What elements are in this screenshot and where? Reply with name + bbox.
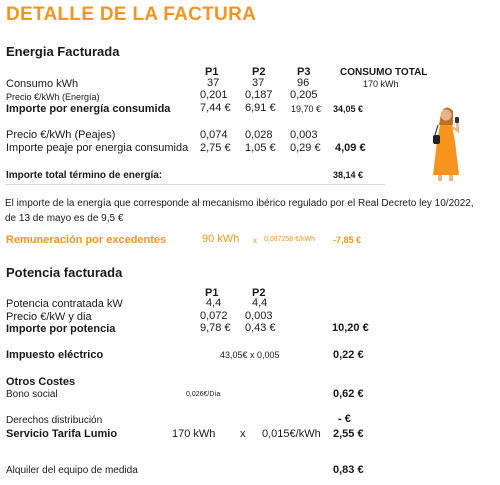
servicio-rate: 0,015€/kWh bbox=[262, 428, 321, 440]
precio-energia-p3: 0,205 bbox=[290, 89, 318, 101]
bono-social-label: Bono social bbox=[6, 389, 58, 400]
mecanismo-iberico-text: El importe de la energía que corresponde al mecanismo ibérico regulado por el Real Decreto ley 10/2022, de 13 de mayo es de 9,5 € bbox=[5, 198, 474, 224]
potencia-precio-p2: 0,003 bbox=[245, 310, 273, 322]
alquiler-amount: 0,83 € bbox=[333, 464, 364, 476]
precio-peajes-label: Precio €/kWh (Peajes) bbox=[6, 129, 116, 141]
importe-energia-p3: 19,70 € bbox=[291, 104, 322, 114]
potencia-contratada-label: Potencia contratada kW bbox=[6, 298, 123, 310]
importe-potencia-total: 10,20 € bbox=[332, 322, 369, 334]
derechos-label: Derechos distribución bbox=[6, 415, 103, 426]
precio-peajes-p2: 0,028 bbox=[245, 129, 273, 141]
page-title: DETALLE DE LA FACTURA bbox=[6, 4, 257, 25]
importe-peaje-p2: 1,05 € bbox=[245, 142, 276, 154]
potencia-precio-p1: 0,072 bbox=[200, 310, 228, 322]
consumo-p2: 37 bbox=[252, 77, 265, 89]
remuneracion-times: x bbox=[253, 236, 257, 245]
bono-social-rate: 0,026€/Día bbox=[186, 391, 221, 398]
impuesto-label: Impuesto eléctrico bbox=[6, 349, 104, 361]
energia-heading: Energia Facturada bbox=[6, 44, 120, 59]
consumo-total-header: CONSUMO TOTAL bbox=[340, 67, 428, 78]
servicio-amount: 2,55 € bbox=[333, 428, 364, 440]
importe-potencia-p1: 9,78 € bbox=[200, 322, 231, 334]
precio-peajes-p3: 0,003 bbox=[290, 129, 318, 141]
impuesto-amount: 0,22 € bbox=[333, 349, 364, 361]
potencia-contratada-p2: 4,4 bbox=[252, 297, 268, 309]
importe-potencia-p2: 0,43 € bbox=[245, 322, 276, 334]
importe-peaje-label: Importe peaje por energia consumida bbox=[6, 142, 189, 154]
potencia-period-p1: P1 bbox=[205, 287, 219, 299]
importe-peaje-p3: 0,29 € bbox=[290, 142, 321, 154]
divider bbox=[5, 184, 385, 185]
remuneracion-label: Remuneración por excedentes bbox=[6, 234, 167, 246]
energia-period-p3: P3 bbox=[297, 66, 311, 78]
bono-social-amount: 0,62 € bbox=[333, 388, 364, 400]
consumo-p3: 96 bbox=[297, 77, 310, 89]
importe-energia-label: Importe por energía consumida bbox=[6, 103, 171, 115]
potencia-precio-label: Precio €/kW y dia bbox=[6, 311, 92, 323]
importe-energia-total: 34,05 € bbox=[333, 104, 364, 114]
consumo-total-kwh: 170 kWh bbox=[363, 79, 399, 89]
servicio-kwh: 170 kWh bbox=[172, 428, 216, 440]
precio-peajes-p1: 0,074 bbox=[200, 129, 228, 141]
energia-period-p2: P2 bbox=[252, 66, 266, 78]
importe-potencia-label: Importe por potencia bbox=[6, 323, 116, 335]
consumo-label: Consumo kWh bbox=[6, 78, 79, 90]
importe-peaje-total: 4,09 € bbox=[335, 142, 366, 154]
servicio-times: x bbox=[240, 428, 246, 440]
precio-energia-label: Precio €/kWh (Energía) bbox=[6, 92, 100, 102]
remuneracion-kwh: 90 kWh bbox=[202, 233, 240, 245]
energia-period-p1: P1 bbox=[205, 66, 219, 78]
woman-with-phone-icon bbox=[426, 103, 466, 183]
remuneracion-amount: -7,85 € bbox=[333, 235, 362, 245]
total-energia-amount: 38,14 € bbox=[333, 170, 364, 180]
precio-energia-p1: 0,201 bbox=[200, 89, 228, 101]
importe-energia-p1: 7,44 € bbox=[200, 102, 231, 114]
derechos-amount: - € bbox=[338, 413, 351, 425]
alquiler-label: Alquiler del equipo de medida bbox=[6, 465, 138, 476]
impuesto-formula: 43,05€ x 0,005 bbox=[220, 350, 280, 360]
importe-peaje-p1: 2,75 € bbox=[200, 142, 231, 154]
importe-energia-p2: 6,91 € bbox=[245, 102, 276, 114]
potencia-period-p2: P2 bbox=[252, 287, 266, 299]
otros-heading: Otros Costes bbox=[6, 376, 76, 388]
potencia-contratada-p1: 4,4 bbox=[206, 297, 222, 309]
consumo-p1: 37 bbox=[207, 77, 220, 89]
servicio-label: Servicio Tarifa Lumio bbox=[6, 428, 118, 440]
precio-energia-p2: 0,187 bbox=[245, 89, 273, 101]
total-energia-label: Importe total término de energía: bbox=[6, 170, 163, 181]
potencia-heading: Potencia facturada bbox=[6, 265, 123, 280]
remuneracion-price: 0,087258 €/kWh bbox=[264, 236, 315, 243]
